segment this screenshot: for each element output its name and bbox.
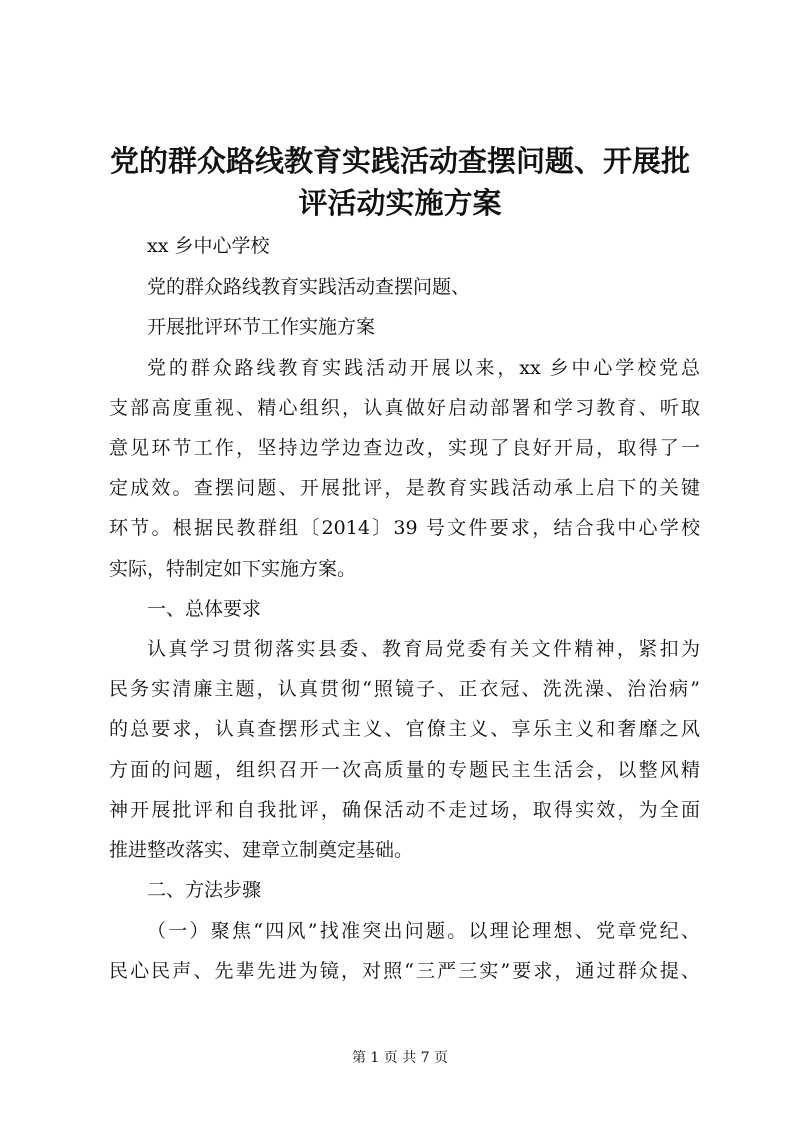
section-2-line-2: 民心民声、先辈先进为镜，对照“三严三实”要求，通过群众提、 <box>109 960 700 982</box>
subtitle-line-2: 开展批评环节工作实施方案 <box>147 316 376 338</box>
section-2-line-1: （一）聚焦“四风”找准突出问题。以理论理想、党章党纪、 <box>147 920 700 942</box>
document-title <box>100 140 700 224</box>
intro-line-3: 意见环节工作，坚持边学边查边改，实现了良好开局，取得了一 <box>109 437 700 459</box>
intro-line-2: 支部高度重视、精心组织，认真做好启动部署和学习教育、听取 <box>109 397 700 419</box>
section-1-heading: 一、总体要求 <box>147 598 262 620</box>
section-1-line-3: 的总要求，认真查摆形式主义、官僚主义、享乐主义和奢靡之风 <box>109 718 700 740</box>
section-1-line-6: 推进整改落实、建章立制奠定基础。 <box>109 839 414 861</box>
document-title-line-1: 党的群众路线教育实践活动查摆问题、开展批 <box>109 144 690 178</box>
section-1-line-4: 方面的问题，组织召开一次高质量的专题民主生活会，以整风精 <box>109 759 700 781</box>
page-footer: 第 1 页 共 7 页 <box>351 1050 449 1066</box>
section-1-line-1: 认真学习贯彻落实县委、教育局党委有关文件精神，紧扣为 <box>147 638 700 660</box>
document-title-line-2: 评活动实施方案 <box>298 186 502 220</box>
subtitle-line-1: 党的群众路线教育实践活动查摆问题、 <box>147 276 471 298</box>
intro-line-1: 党的群众路线教育实践活动开展以来，xx 乡中心学校党总 <box>147 357 700 379</box>
section-2-heading: 二、方法步骤 <box>147 879 262 901</box>
intro-line-5: 环节。根据民教群组〔2014〕39 号文件要求，结合我中心学校 <box>109 517 700 539</box>
section-1-line-5: 神开展批评和自我批评，确保活动不走过场，取得实效，为全面 <box>109 799 700 821</box>
intro-line-6: 实际，特制定如下实施方案。 <box>109 558 357 580</box>
section-1-line-2: 民务实清廉主题，认真贯彻“照镜子、正衣冠、洗洗澡、治治病” <box>109 678 700 700</box>
school-name: xx 乡中心学校 <box>147 235 270 257</box>
intro-line-4: 定成效。查摆问题、开展批评，是教育实践活动承上启下的关键 <box>109 477 700 499</box>
